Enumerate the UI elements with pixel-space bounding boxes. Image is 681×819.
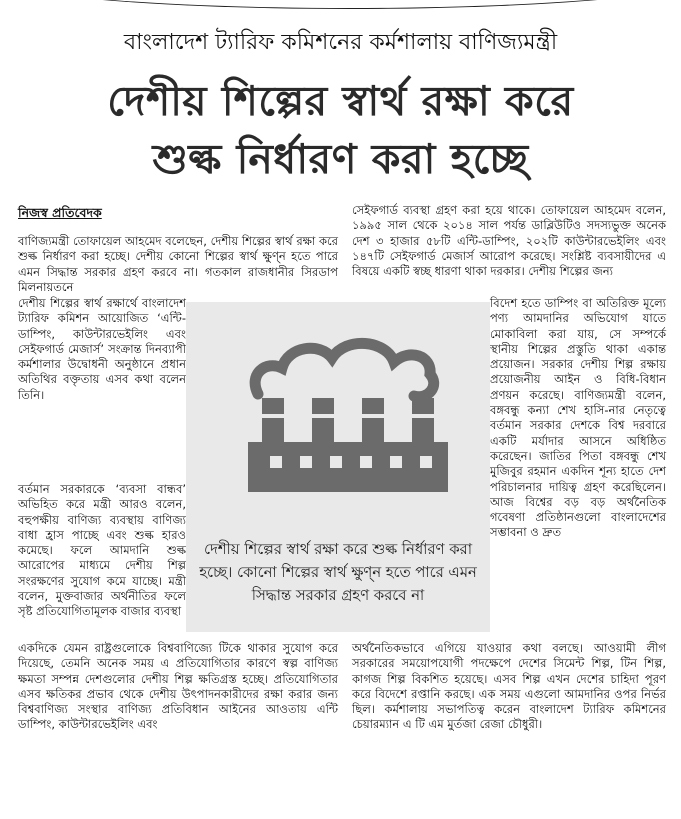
body-col1-lower: বর্তমান সরকারকে ‘ব্যবসা বান্ধব’ অভিহিত করে মন্ত্রী আরও বলেন, বহুপক্ষীয় বাণিজ্য ব্যবস্থায় বাণিজ্য বাধা হ্রাস পাচ্ছে এবং শুল্ক হারও কমেছে। ফলে আমদানি শুল্ক আরোপের মাধ্যমে দেশীয় শিল্প সংরক্ষণের সুযোগ কমে যাচ্ছে। মন্ত্রী বলেন, মুক্তবাজার অর্থনীতির ফলে সৃষ্ট প্রতিযোগিতামূলক বাজার ব্যবস্থা	[18, 482, 186, 619]
headline	[0, 72, 681, 188]
headline-line-1: দেশীয় শিল্পের স্বার্থ রক্ষা করে	[107, 77, 574, 125]
body-col2-top: সেইফগার্ড ব্যবস্থা গ্রহণ করা হয়ে থাকে। তোফায়েল আহমেদ বলেন, ১৯৯৫ সাল থেকে ২০১৪ সাল পর্যন্ত ডাব্লিউটিও সদস্যভুক্ত অনেক দেশ ৩ হাজার ৫৮টি এন্টি-ডাম্পিং, ২০২টি কাউন্টারভেইলিং এবং ১৪৭টি সেইফগার্ড মেজার্স আরোপ করেছে। সংশ্লিষ্ট ব্যবসায়ীদের এ বিষয়ে একটি স্বচ্ছ ধারণা থাকা দরকার। দেশীয় শিল্পের জন্য	[352, 203, 666, 279]
body-col2-bottom: অর্থনৈতিকভাবে এগিয়ে যাওয়ার কথা বলছে। আওয়ামী লীগ সরকারের সময়োপযোগী পদক্ষেপে দেশের সিমেন্ট শিল্প, টিন শিল্প, কাগজ শিল্প বিকশিত হয়েছে। এসব শিল্প এখন দেশের চাহিদা পূরণ করে বিদেশে রপ্তানি করছে। এক সময় এগুলো আমদানির ওপর নির্ভর ছিল। কর্মশালায় সভাপতিত্ব করেন বাংলাদেশ ট্যারিফ কমিশনের চেয়ারম্যান এ টি এম মুর্তজা রেজা চৌধুরী।	[352, 641, 666, 732]
body-col1-bottom: একদিকে যেমন রাষ্ট্রগুলোকে বিশ্ববাণিজ্যে টিকে থাকার সুযোগ করে দিয়েছে, তেমনি অনেক সময় এ প্রতিযোগিতার কারণে স্বল্প বাণিজ্য ক্ষমতা সম্পন্ন দেশগুলোর দেশীয় শিল্প ক্ষতিগ্রস্ত হচ্ছে। প্রতিযোগিতার এসব ক্ষতিকর প্রভাব থেকে দেশীয় উৎপাদনকারীদের রক্ষা করার জন্য বিশ্ববাণিজ্য সংস্থার বাণিজ্য প্রতিবিধান আইনের আওতায় এন্টি ডাম্পিং, কাউন্টারভেইলিং এবং	[18, 641, 338, 732]
byline: নিজস্ব প্রতিবেদক	[18, 205, 102, 220]
body-col2-mid: বিদেশ হতে ডাম্পিং বা অতিরিক্ত মূল্যে পণ্য আমদানির অভিযোগ যাতে মোকাবিলা করা যায়, সে সম্পর্কে স্থানীয় শিল্পের প্রস্তুতি থাকা একান্ত প্রয়োজন। সরকার দেশীয় শিল্প রক্ষায় প্রয়োজনীয় আইন ও বিধি-বিধান প্রণয়ন করেছে। বাণিজ্যমন্ত্রী বলেন, বঙ্গবন্ধু কন্যা শেখ হাসি-নার নেতৃত্বে বর্তমান সরকার দেশকে বিশ্ব দরবারে একটি মর্যাদার আসনে অধিষ্ঠিত করেছেন। জাতির পিতা বঙ্গবন্ধু শেখ মুজিবুর রহমান একদিন শূন্য হাতে দেশ পরিচালনার দায়িত্ব গ্রহণ করেছিলেন। আজ বিশ্বের বড় বড় অর্থনৈতিক গবেষণা প্রতিষ্ঠানগুলো বাংলাদেশের সম্ভাবনা ও দ্রুত	[490, 296, 666, 540]
feature-box	[186, 302, 490, 632]
body-col1-top: বাণিজ্যমন্ত্রী তোফায়েল আহমেদ বলেছেন, দেশীয় শিল্পের স্বার্থ রক্ষা করে শুল্ক নির্ধারণ করা হচ্ছে। দেশীয় কোনো শিল্পের স্বার্থ ক্ষুণ্ন হতে পারে এমন সিদ্ধান্ত সরকার গ্রহণ করবে না। গতকাল রাজধানীর সিরডাপ মিলনায়তনে	[18, 234, 338, 294]
top-rule	[0, 0, 681, 9]
pull-quote: দেশীয় শিল্পের স্বার্থ রক্ষা করে শুল্ক নির্ধারণ করা হচ্ছে। কোনো শিল্পের স্বার্থ ক্ষুণ্ন হতে পারে এমন সিদ্ধান্ত সরকার গ্রহণ করবে না	[199, 541, 477, 604]
kicker: বাংলাদেশ ট্যারিফ কমিশনের কর্মশালায় বাণিজ্যমন্ত্রী	[123, 30, 558, 55]
factory-pollution-icon	[218, 302, 458, 492]
body-col1-mid: দেশীয় শিল্পের স্বার্থ রক্ষার্থে বাংলাদেশ ট্যারিফ কমিশন আয়োজিত ‘এন্টি-ডাম্পিং, কাউন্টারভেইলিং এবং সেইফগার্ড মেজার্স’ সংক্রান্ত দিনব্যাপী কর্মশালার উদ্বোধনী অনুষ্ঠানে প্রধান অতিথির বক্তৃতায় এসব কথা বলেন তিনি।	[18, 296, 186, 402]
headline-line-2: শুল্ক নির্ধারণ করা হচ্ছে	[152, 135, 529, 183]
